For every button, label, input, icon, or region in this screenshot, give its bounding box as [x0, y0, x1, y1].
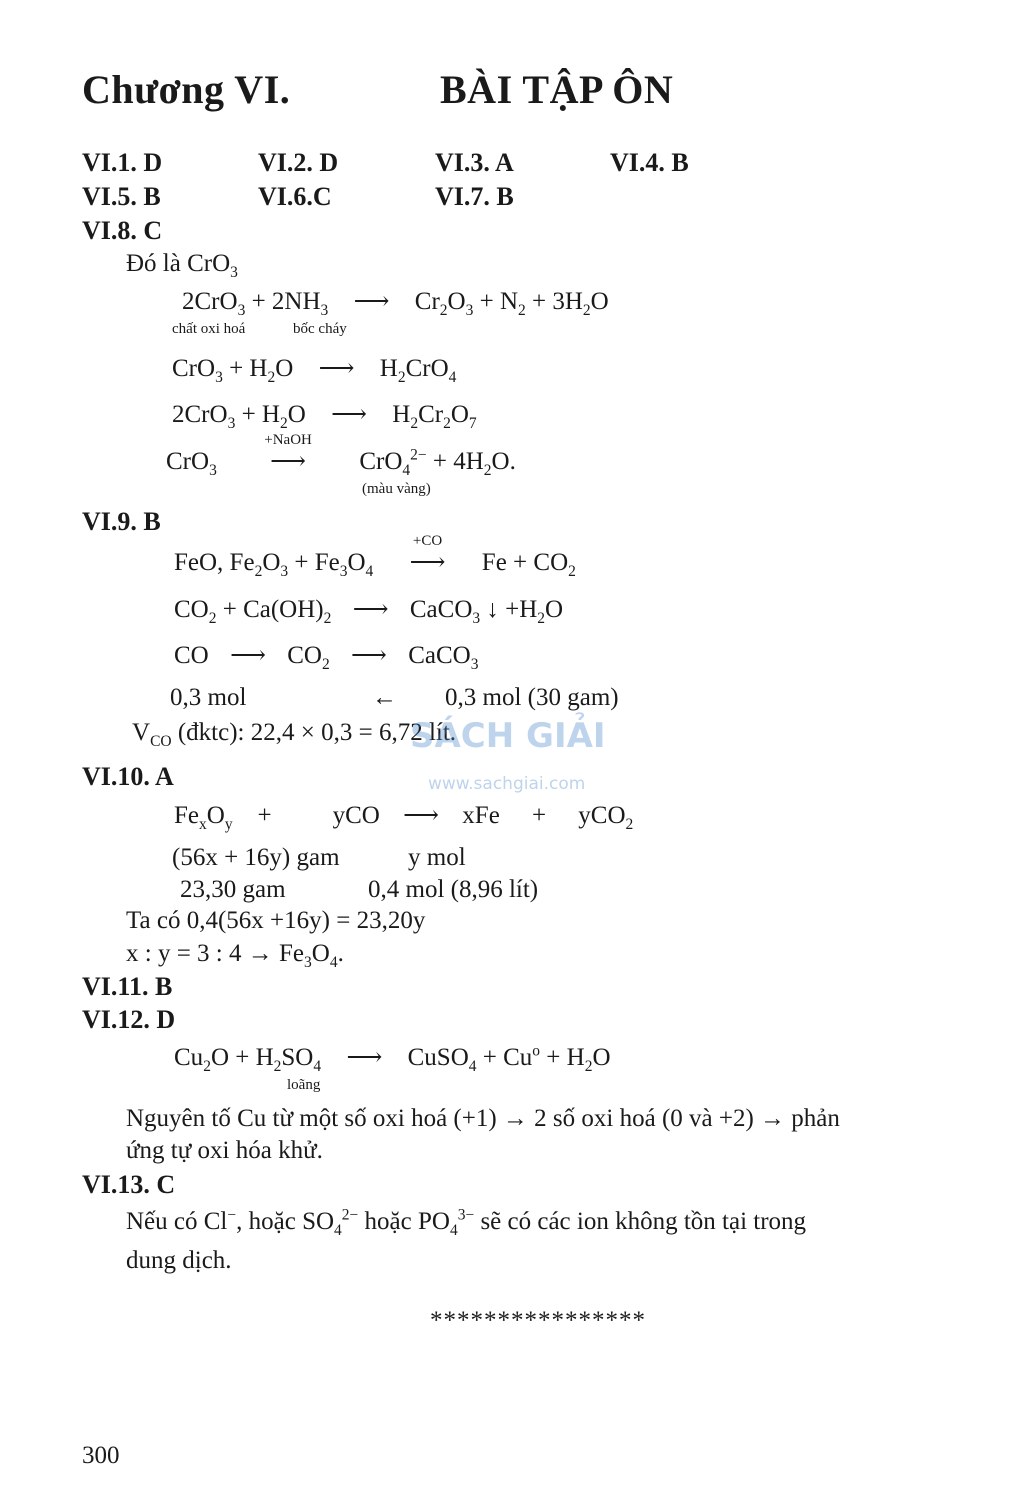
- answer-vi12: VI.12. D: [82, 1005, 176, 1034]
- answer-vi3: VI.3. A: [435, 148, 514, 177]
- answer-vi5: VI.5. B: [82, 182, 161, 211]
- watermark-url: www.sachgiai.com: [428, 774, 586, 794]
- answer-vi2: VI.2. D: [258, 148, 339, 177]
- answer-vi7: VI.7. B: [435, 182, 514, 211]
- watermark-brand: SÁCH GIẢI: [410, 716, 606, 756]
- answer-vi13: VI.13. C: [82, 1170, 176, 1199]
- answer-vi11: VI.11. B: [82, 972, 173, 1001]
- q12-explain-line2: ứng tự oxi hóa khử.: [126, 1137, 323, 1164]
- answer-vi1: VI.1. D: [82, 148, 163, 177]
- q8-note-oxidizer: chất oxi hoá: [172, 321, 246, 337]
- naoh-label: +NaOH: [264, 432, 312, 448]
- answer-vi10: VI.10. A: [82, 762, 174, 791]
- q9-mol-right: 0,3 mol (30 gam): [445, 684, 619, 711]
- q9-volume: $V_{CO}$ (đktc): 22,4 × 0,3 = 6,72 lít.: [132, 719, 457, 750]
- q8-equation-3: $2CrO_3 + H_2O$ ⟶ $H_2Cr_2O_7$: [172, 401, 477, 432]
- q10-row1-left: (56x + 16y) gam: [172, 844, 340, 871]
- q12-explain-line1: Nguyên tố Cu từ một số oxi hoá (+1) → 2 số oxi hoá (0 và +2) → phản: [126, 1105, 840, 1132]
- q8-color-note: (màu vàng): [362, 481, 431, 497]
- q10-row1-right: y mol: [408, 844, 466, 871]
- q9-equation-2: $CO_2 + Ca(OH)_2$ ⟶ CaCO$_3$ ↓ $+H_2O$: [174, 596, 564, 627]
- q10-row2-left: 23,30 gam: [180, 876, 286, 903]
- co-label: +CO: [412, 533, 443, 549]
- q9-equation-3: CO ⟶ $CO_2$ ⟶ CaCO$_3$: [174, 642, 479, 673]
- q8-equation-4: CrO$_3$ +NaOH ⟶ $CrO_4^{2-} + 4H_2O$.: [166, 432, 516, 479]
- q9-mol-left: 0,3 mol: [170, 684, 247, 711]
- q10-equation: $Fe_xO_y$ + yCO ⟶ xFe + yCO$_2$: [174, 802, 634, 833]
- q12-dilute-note: loãng: [287, 1077, 321, 1093]
- chapter-label: Chương VI.: [82, 67, 291, 112]
- q13-line1: Nếu có Cl−, hoặc $SO_4^{2-}$ hoặc $PO_4^{3-}$ sẽ có các ion không tồn tại trong: [126, 1206, 807, 1239]
- answer-vi4: VI.4. B: [610, 148, 689, 177]
- q12-equation: $Cu_2O + H_2SO_4$ ⟶ CuSO$_4$ + $Cu^o + H_2O$: [174, 1042, 611, 1075]
- answer-vi6: VI.6.C: [258, 182, 332, 211]
- page-number: 300: [82, 1442, 120, 1469]
- q13-line2: dung dịch.: [126, 1247, 232, 1274]
- q9-arrow-left: ←: [372, 684, 397, 711]
- answer-vi8: VI.8. C: [82, 216, 163, 245]
- q8-equation-2: $CrO_3 + H_2O$ ⟶ $H_2CrO_4$: [172, 355, 457, 386]
- answer-vi9: VI.9. B: [82, 507, 161, 536]
- q8-intro: Đó là CrO$_3$: [126, 250, 238, 281]
- q8-equation-1: $2CrO_3 + 2NH_3$ ⟶ $Cr_2O_3 + N_2 + 3H_2O$: [182, 288, 609, 319]
- chapter-title: BÀI TẬP ÔN: [440, 67, 674, 112]
- section-separator: ****************: [430, 1307, 646, 1334]
- q10-line2: x : y = 3 : $4 \to Fe_3O_4$.: [126, 940, 344, 971]
- q10-line1: Ta có 0,4(56x +16y) = 23,20y: [126, 907, 426, 934]
- q8-note-burning: bốc cháy: [293, 321, 347, 337]
- q9-equation-1: FeO, $Fe_2O_3 + Fe_3O_4$ +CO ⟶ $Fe + CO_2$: [174, 533, 576, 580]
- q10-row2-right: 0,4 mol (8,96 lít): [368, 876, 539, 903]
